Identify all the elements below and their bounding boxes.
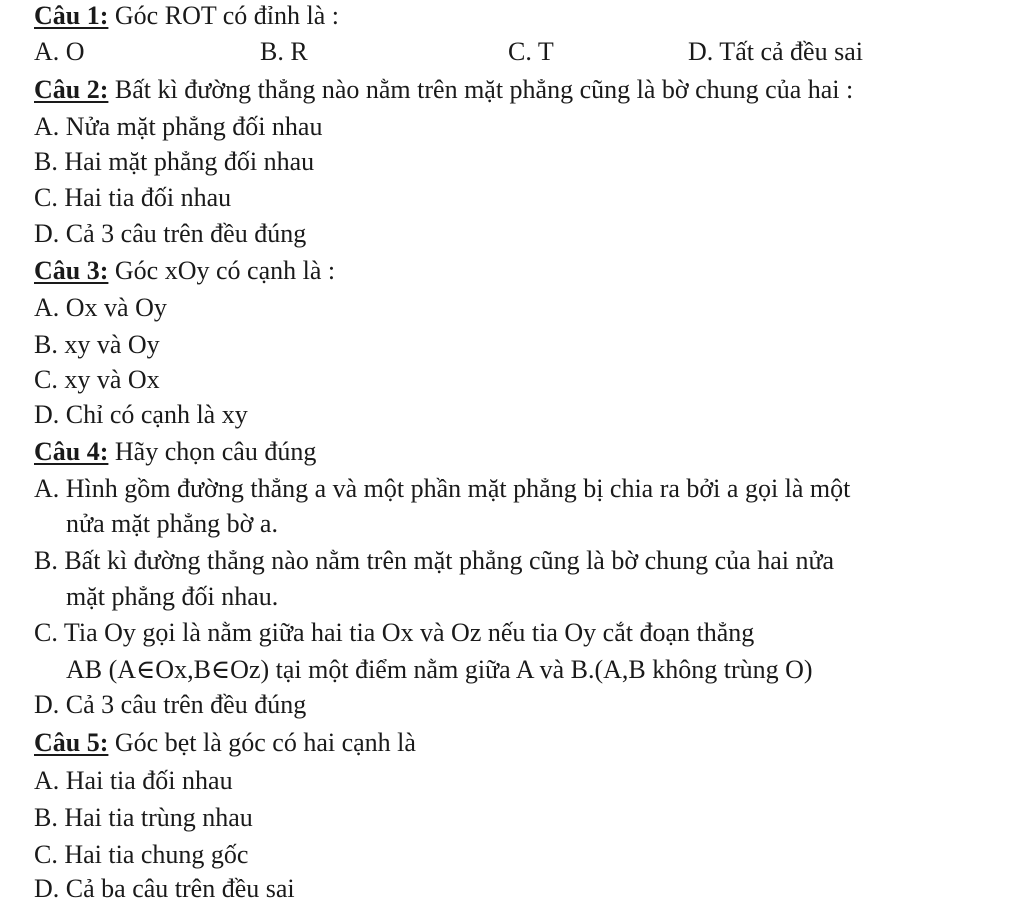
question-5-label: Câu 5:	[34, 728, 109, 757]
question-4-stem	[34, 436, 316, 468]
q3-option-a: A. Ox và Oy	[34, 293, 167, 322]
question-1-stem	[34, 0, 339, 32]
question-4-label: Câu 4:	[34, 437, 109, 466]
q3-option-b: B. xy và Oy	[34, 330, 160, 359]
q4-option-a-line1: A. Hình gồm đường thẳng a và một phần mặt phẳng bị chia ra bởi a gọi là một	[34, 474, 851, 503]
question-3-stem	[34, 255, 335, 287]
q4-option-a-line2: nửa mặt phẳng bờ a.	[66, 509, 278, 538]
q4-option-d: D. Cả 3 câu trên đều đúng	[34, 690, 307, 719]
question-2-text: Bất kì đường thẳng nào nằm trên mặt phẳng cũng là bờ chung của hai :	[108, 75, 854, 104]
question-2-stem	[34, 74, 853, 106]
question-1-label: Câu 1:	[34, 1, 109, 30]
question-3-text: Góc xOy có cạnh là :	[108, 256, 336, 285]
q1-option-a: A. O	[34, 37, 85, 66]
q1-option-d: D. Tất cả đều sai	[688, 37, 863, 66]
q2-option-a: A. Nửa mặt phẳng đối nhau	[34, 112, 323, 141]
q4-option-c-line2: AB (A∈Ox,B∈Oz) tại một điểm nằm giữa A và B.(A,B không trùng O)	[66, 655, 813, 684]
q2-option-d: D. Cả 3 câu trên đều đúng	[34, 219, 307, 248]
question-4-text: Hãy chọn câu đúng	[108, 437, 317, 466]
question-3-label: Câu 3:	[34, 256, 109, 285]
q5-option-b: B. Hai tia trùng nhau	[34, 803, 253, 832]
question-1-text: Góc ROT có đỉnh là :	[108, 1, 340, 30]
question-5-text: Góc bẹt là góc có hai cạnh là	[108, 728, 416, 757]
q3-option-c: C. xy và Ox	[34, 365, 160, 394]
q4-option-c-line1: C. Tia Oy gọi là nằm giữa hai tia Ox và Oz nếu tia Oy cắt đoạn thẳng	[34, 618, 755, 647]
q3-option-d: D. Chỉ có cạnh là xy	[34, 400, 248, 429]
q2-option-c: C. Hai tia đối nhau	[34, 183, 232, 212]
q1-option-c: C. T	[508, 37, 554, 66]
q4-option-b-line1: B. Bất kì đường thẳng nào nằm trên mặt phẳng cũng là bờ chung của hai nửa	[34, 546, 835, 575]
question-2-label: Câu 2:	[34, 75, 109, 104]
q4-option-b-line2: mặt phẳng đối nhau.	[66, 582, 279, 611]
q2-option-b: B. Hai mặt phẳng đối nhau	[34, 147, 315, 176]
question-5-stem	[34, 727, 416, 759]
q1-option-b: B. R	[260, 37, 308, 66]
q5-option-d: D. Cả ba câu trên đều sai	[34, 874, 295, 903]
q5-option-c: C. Hai tia chung gốc	[34, 840, 249, 869]
q5-option-a: A. Hai tia đối nhau	[34, 766, 233, 795]
